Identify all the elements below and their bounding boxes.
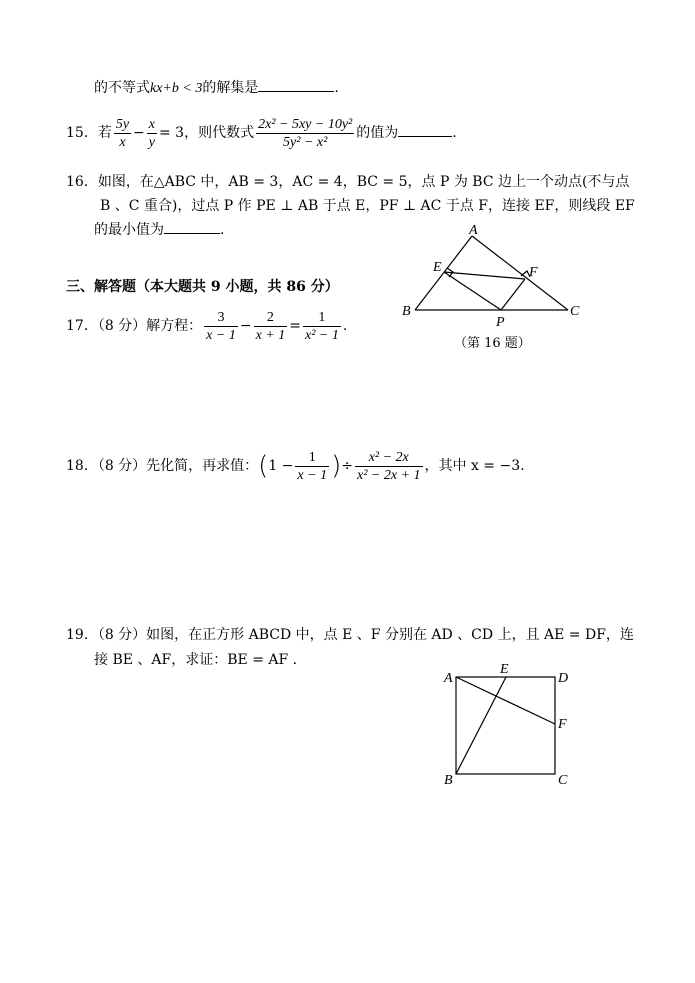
q17-f2-num: 2 bbox=[254, 309, 288, 327]
q17-minus: − bbox=[239, 318, 252, 334]
fig16-caption: （第 16 题） bbox=[454, 336, 531, 351]
q15-mid: ，则代数式 bbox=[184, 125, 255, 141]
fig19-segment-af bbox=[456, 677, 555, 724]
fig16-segment-pe bbox=[444, 272, 501, 310]
fig16-label-a: A bbox=[469, 223, 478, 238]
q18-paren-close: ) bbox=[331, 451, 342, 481]
q18-f2-num: x² − 2x bbox=[355, 449, 423, 467]
q18-f1-den: x − 1 bbox=[297, 467, 328, 483]
fig16-label-f: F bbox=[529, 265, 538, 280]
q15-frac-3 bbox=[256, 116, 354, 151]
q17-f2-den: x + 1 bbox=[255, 327, 286, 343]
q18-one-minus: 1 − bbox=[268, 458, 294, 474]
fig16-side-ab bbox=[415, 236, 472, 310]
q16-line3-text: 的最小值为 bbox=[94, 222, 164, 238]
q18-frac-2 bbox=[355, 449, 423, 484]
q15-f2-num: x bbox=[148, 116, 155, 132]
fig16-label-p: P bbox=[496, 315, 505, 330]
q17-end: . bbox=[342, 318, 348, 334]
q15-frac-2 bbox=[147, 116, 157, 151]
q16-end: . bbox=[220, 222, 225, 238]
section-3-title: 三、解答题（本大题共 9 小题，共 86 分） bbox=[66, 279, 339, 295]
q15-f3-den: 5y² − x² bbox=[283, 134, 328, 150]
q15-label: 15．若 bbox=[66, 125, 112, 141]
q18-end: . bbox=[520, 458, 525, 474]
q18-label: 18．（8 分）先化简，再求值： bbox=[66, 458, 259, 474]
fig16-segment-ef bbox=[444, 272, 525, 279]
fig19-label-b: B bbox=[444, 773, 453, 788]
fig19-square bbox=[456, 677, 555, 774]
q17-frac-3 bbox=[303, 309, 341, 344]
fig19-label-f: F bbox=[558, 717, 567, 732]
fig19-label-e: E bbox=[500, 662, 509, 677]
q16-answer-blank[interactable] bbox=[164, 219, 220, 234]
q18-f1-num: 1 bbox=[295, 449, 329, 467]
q17-eq: = bbox=[289, 318, 301, 334]
figure-19 bbox=[440, 660, 580, 790]
question-18 bbox=[66, 444, 525, 488]
q15-frac-1 bbox=[114, 116, 131, 151]
fig16-label-b: B bbox=[402, 304, 411, 319]
fig19-label-a: A bbox=[444, 671, 453, 686]
q15-end: . bbox=[452, 125, 457, 141]
q17-f1-den: x − 1 bbox=[206, 327, 236, 343]
q15-eq: = 3 bbox=[159, 125, 185, 141]
q16-line1: 16．如图，在△ABC 中，AB = 3，AC = 4，BC = 5，点 P 为 BC 边上一个动点(不与点 bbox=[66, 174, 630, 190]
q17-frac-1 bbox=[204, 309, 238, 344]
q19-line1: 19．（8 分）如图，在正方形 ABCD 中，点 E 、F 分别在 AD 、CD 上，且 AE = DF，连 bbox=[66, 627, 634, 643]
question-15: 15．若 $\frac{5y}{x}$ − $\frac{x}{y}$ = 3，则代数式 $\frac{\text{2x² − 5xy − 10y²}}{\text{5y² − x²}}$ 的值为 . bbox=[66, 116, 457, 150]
q17-f3-den: x² − 1 bbox=[304, 327, 339, 343]
q15-f2-den: y bbox=[148, 134, 155, 150]
figure-16 bbox=[398, 220, 593, 330]
q19-line2: 接 BE 、AF，求证：BE = AF . bbox=[94, 652, 298, 668]
q17-label: 17．（8 分）解方程： bbox=[66, 318, 203, 334]
q18-paren-open: ( bbox=[258, 451, 269, 481]
fig16-label-e: E bbox=[433, 260, 442, 275]
fig19-label-c: C bbox=[558, 773, 568, 788]
q18-post: ，其中 x = −3 bbox=[424, 458, 521, 474]
q16-line2: B 、C 重合)，过点 P 作 PE ⊥ AB 于点 E，PF ⊥ AC 于点 F，连接 EF，则线段 EF bbox=[100, 198, 635, 214]
fig19-label-d: D bbox=[558, 671, 569, 686]
q14-end: . bbox=[334, 80, 339, 96]
q17-frac-2 bbox=[254, 309, 288, 344]
q15-answer-blank[interactable] bbox=[398, 122, 452, 137]
q15-f1-den: x bbox=[119, 134, 126, 150]
q15-f1-num: 5y bbox=[115, 116, 130, 132]
q16-line3 bbox=[94, 219, 224, 240]
q15-post: 的值为 bbox=[356, 125, 399, 141]
q14-expr: kx+b < 3 bbox=[150, 81, 203, 96]
q18-div: ÷ bbox=[341, 458, 353, 474]
q14-post: 的解集是 bbox=[202, 80, 259, 96]
q14-answer-blank[interactable] bbox=[258, 77, 334, 92]
q14-continuation bbox=[94, 77, 339, 99]
q17-f3-num: 1 bbox=[303, 309, 341, 327]
q15-f3-num: 2x² − 5xy − 10y² bbox=[258, 116, 353, 132]
fig19-segment-be bbox=[456, 677, 506, 774]
q14-text: 的不等式 bbox=[94, 80, 150, 96]
question-17 bbox=[66, 306, 347, 346]
fig16-segment-pf bbox=[501, 279, 525, 310]
fig16-label-c: C bbox=[570, 304, 580, 319]
q18-f2-den: x² − 2x + 1 bbox=[356, 467, 421, 483]
q18-frac-1 bbox=[295, 449, 329, 484]
fig16-side-ac bbox=[472, 236, 568, 310]
q17-f1-num: 3 bbox=[204, 309, 238, 327]
